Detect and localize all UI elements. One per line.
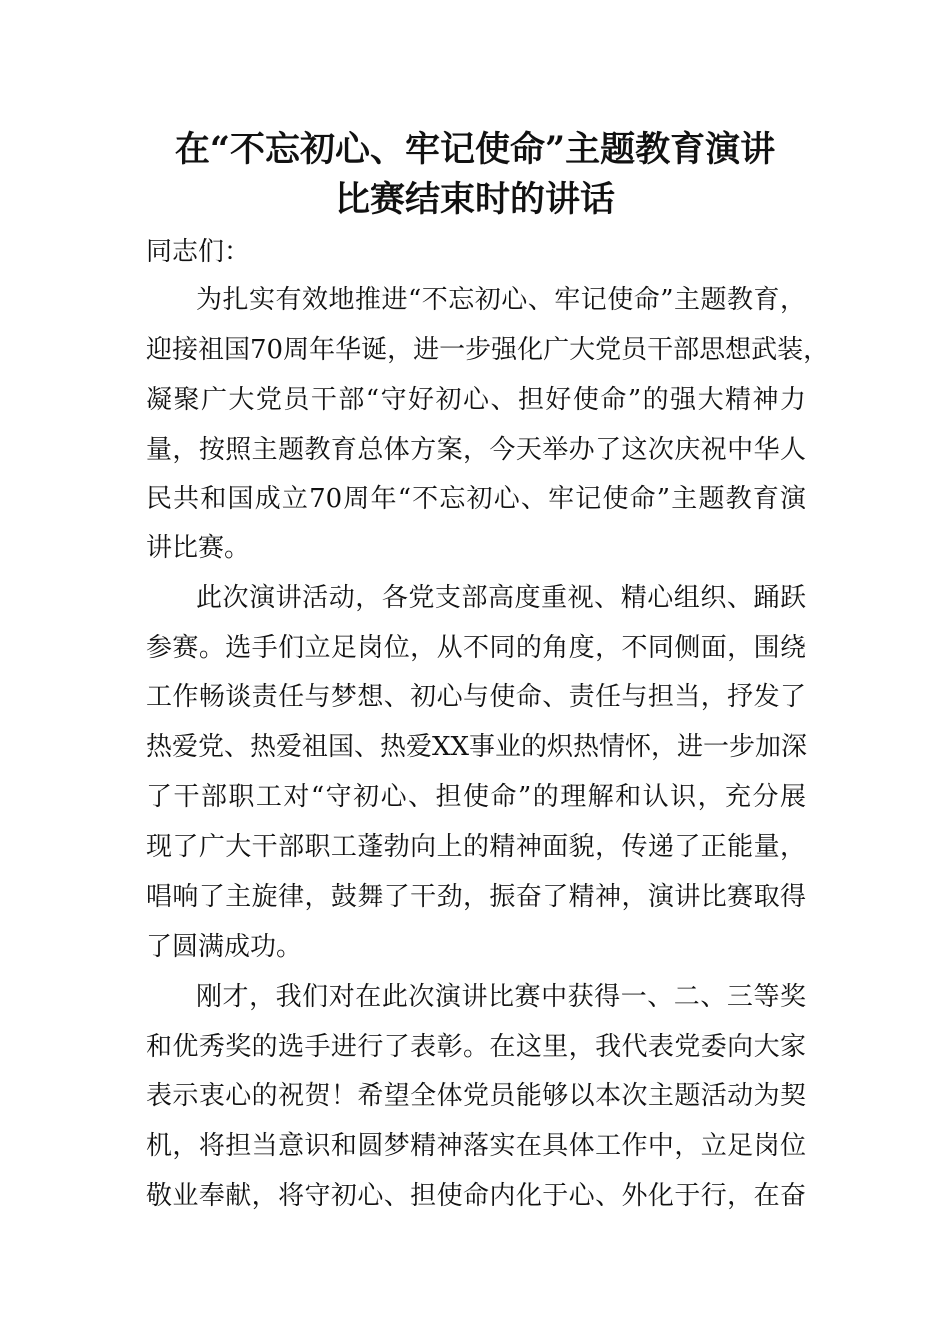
document-title-line-1: 在“不忘初心、牢记使命”主题教育演讲: [174, 129, 776, 170]
paragraph-1-line-6: 讲比赛。: [146, 533, 251, 563]
document-title-line-2: 比赛结束时的讲话: [334, 179, 615, 220]
paragraph-1-line-3: 凝聚广大党员干部“守好初心、担好使命”的强大精神力: [146, 385, 806, 415]
paragraph-2-line-2: 参赛。选手们立足岗位，从不同的角度，不同侧面，围绕: [146, 633, 806, 663]
paragraph-1-line-5: 民共和国成立70周年“不忘初心、牢记使命”主题教育演: [146, 484, 806, 514]
salutation: 同志们：: [146, 237, 251, 267]
paragraph-3-line-2: 和优秀奖的选手进行了表彰。在这里，我代表党委向大家: [146, 1032, 806, 1062]
paragraph-2-line-1: 此次演讲活动，各党支部高度重视、精心组织、踊跃: [196, 583, 806, 613]
paragraph-3-line-1: 刚才，我们对在此次演讲比赛中获得一、二、三等奖: [196, 982, 806, 1012]
paragraph-2-line-7: 唱响了主旋律，鼓舞了干劲，振奋了精神，演讲比赛取得: [146, 882, 806, 912]
paragraph-1-line-1: 为扎实有效地推进“不忘初心、牢记使命”主题教育，: [196, 285, 806, 315]
paragraph-1-line-2: 迎接祖国70周年华诞，进一步强化广大党员干部思想武装，: [146, 335, 830, 365]
paragraph-2-line-3: 工作畅谈责任与梦想、初心与使命、责任与担当，抒发了: [146, 682, 806, 712]
paragraph-3-line-4: 机，将担当意识和圆梦精神落实在具体工作中，立足岗位: [146, 1131, 806, 1161]
paragraph-2-line-8: 了圆满成功。: [146, 932, 303, 962]
paragraph-2-line-6: 现了广大干部职工蓬勃向上的精神面貌，传递了正能量，: [146, 832, 806, 862]
paragraph-2-line-5: 了干部职工对“守初心、担使命”的理解和认识，充分展: [146, 782, 806, 812]
paragraph-3-line-3: 表示衷心的祝贺！希望全体党员能够以本次主题活动为契: [146, 1081, 806, 1111]
paragraph-3-line-5: 敬业奉献，将守初心、担使命内化于心、外化于行，在奋: [146, 1181, 806, 1211]
paragraph-2-line-4: 热爱党、热爱祖国、热爱XX事业的炽热情怀，进一步加深: [146, 732, 808, 762]
paragraph-1-line-4: 量，按照主题教育总体方案，今天举办了这次庆祝中华人: [146, 435, 806, 465]
